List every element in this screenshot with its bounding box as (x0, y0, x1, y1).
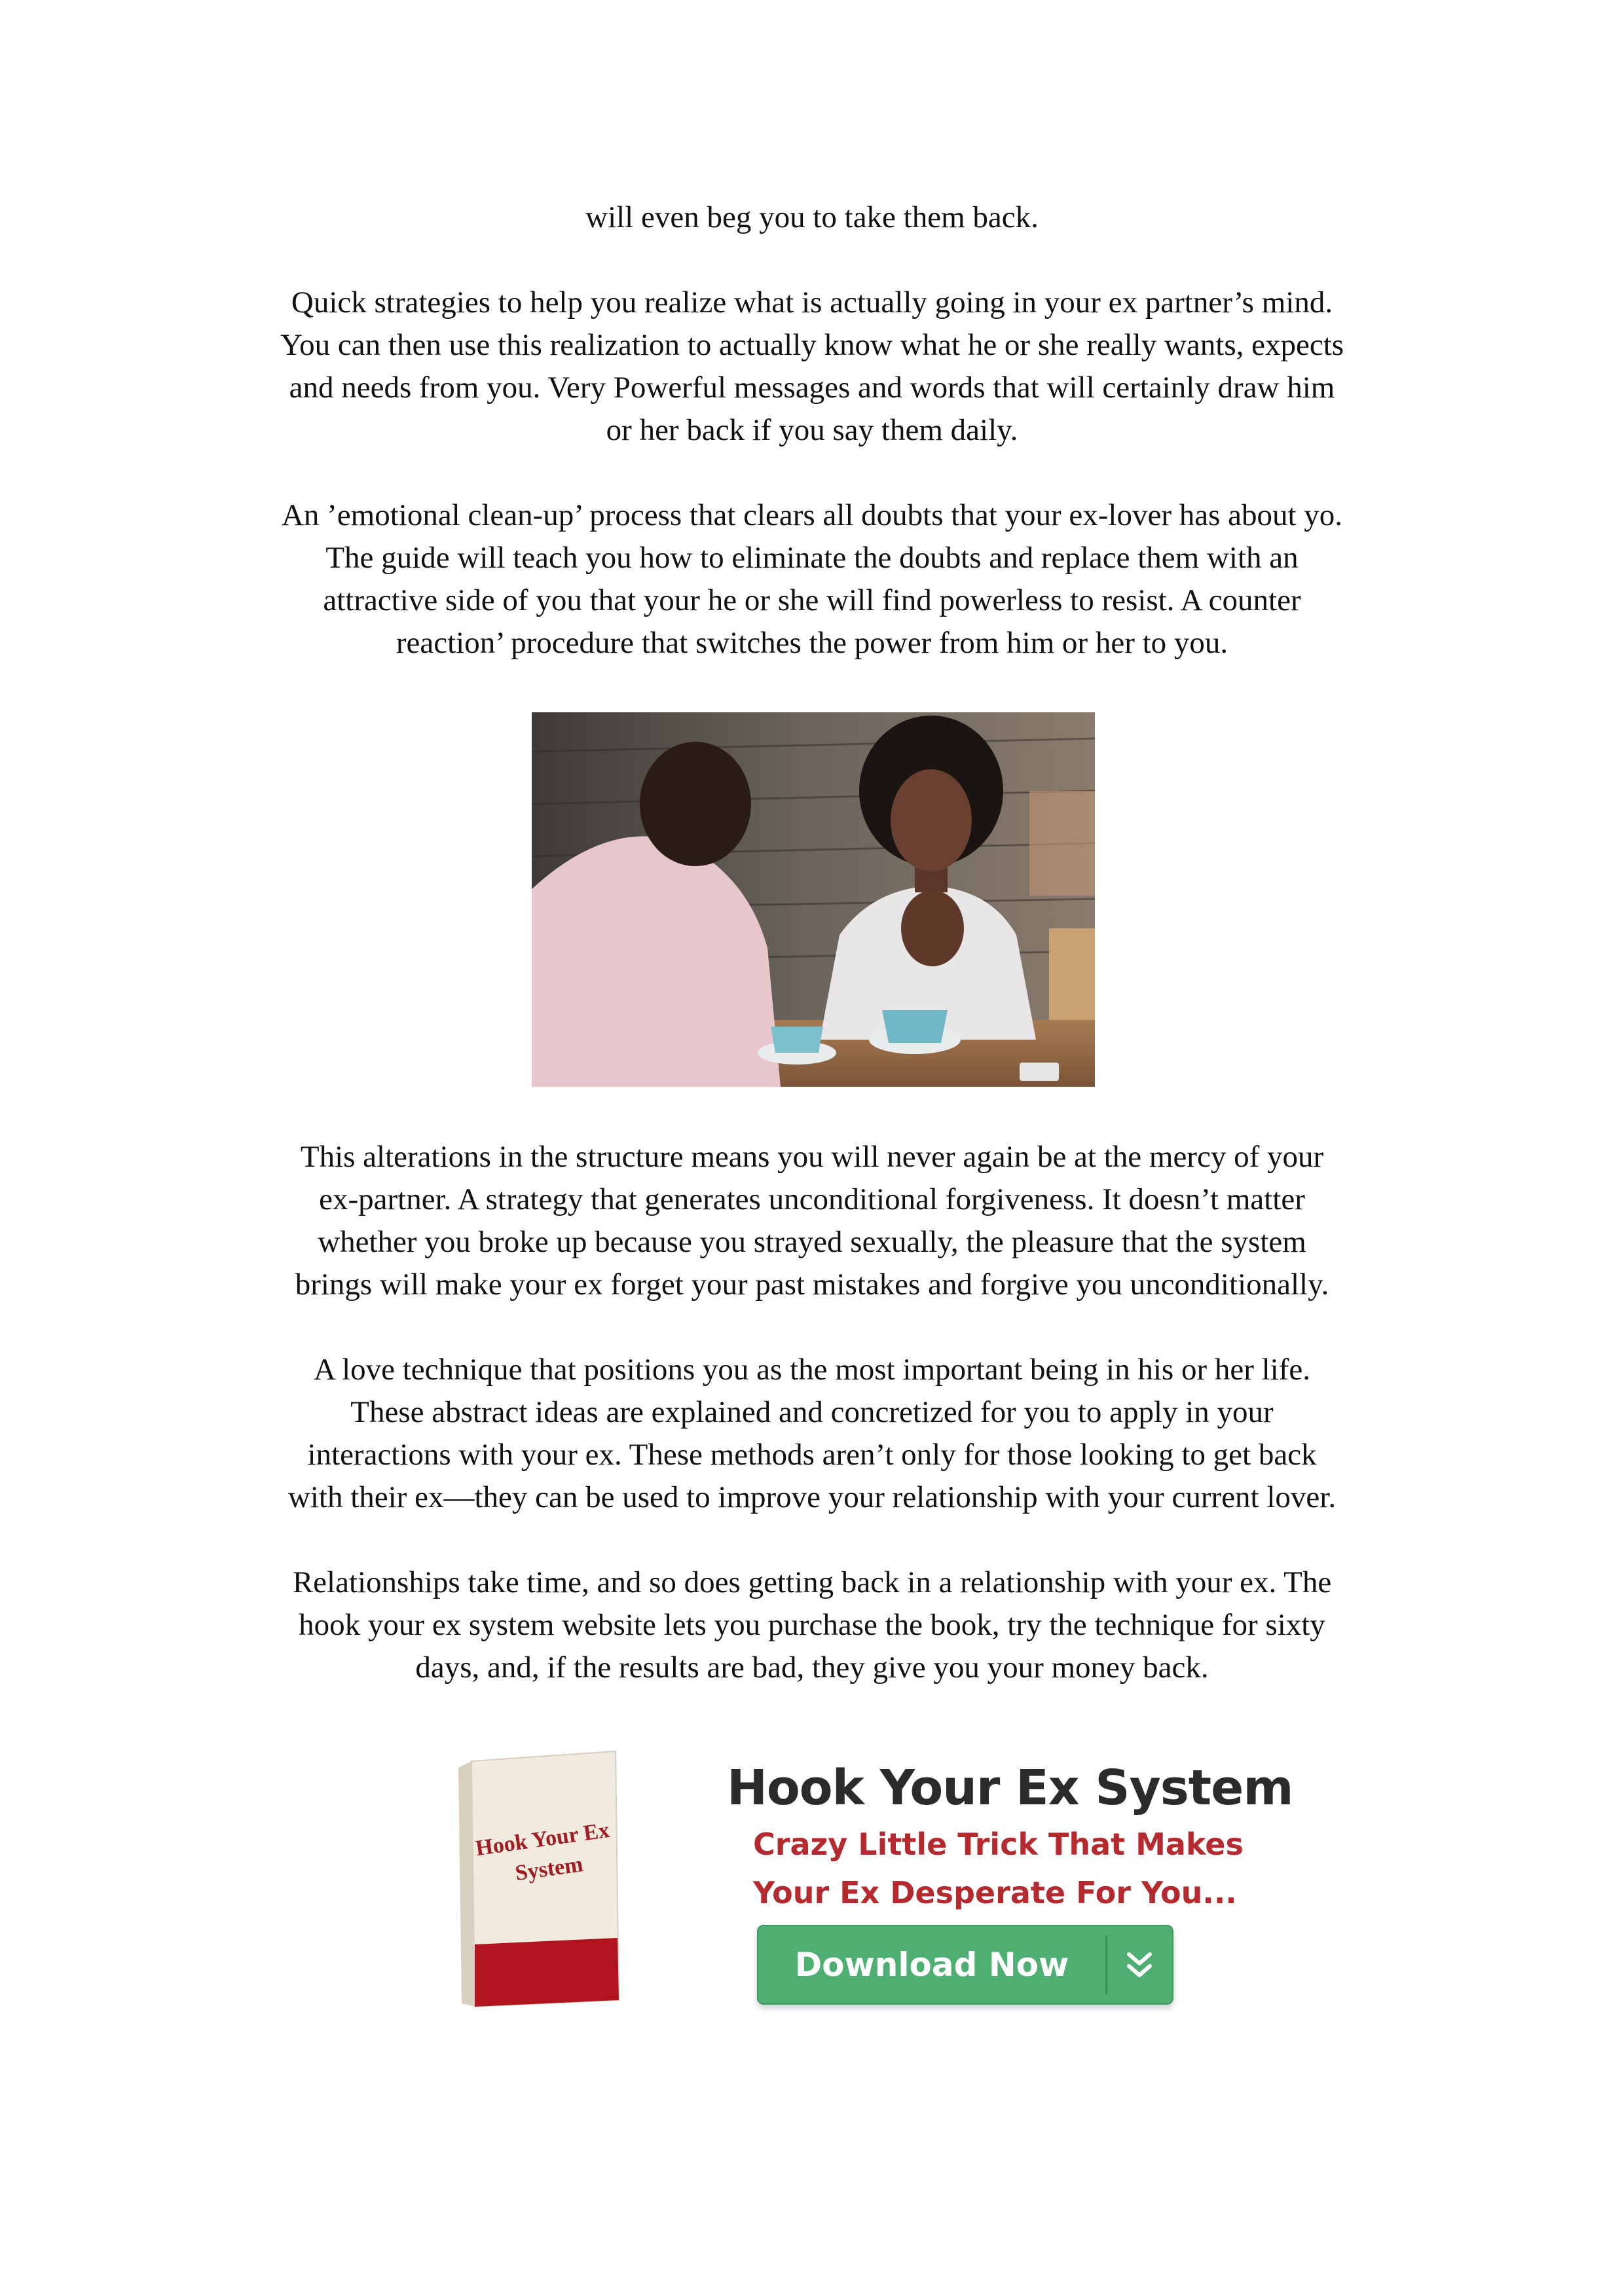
text-line: will even beg you to take them back. (585, 200, 1039, 234)
button-divider (1105, 1935, 1107, 1994)
text-line: and needs from you. Very Powerful messages and words that will certainly draw him (289, 371, 1335, 405)
text-line: An ’emotional clean-up’ process that clears all doubts that your ex-lover has about yo. (281, 498, 1343, 532)
couple-photo-illustration (532, 712, 1095, 1087)
couple-photo (532, 712, 1095, 1087)
promo-subtitle (753, 1820, 1244, 1917)
text-line: brings will make your ex forget your past mistakes and forgive you unconditionally. (295, 1267, 1329, 1302)
text-line: attractive side of you that your he or she will find powerless to resist. A counter (323, 583, 1301, 617)
download-now-label: Download Now (794, 1946, 1069, 1984)
promo-banner[interactable] (445, 1735, 1293, 2030)
paragraph-1 (236, 196, 1388, 239)
text-line: days, and, if the results are bad, they give you your money back. (415, 1650, 1209, 1685)
text-line: These abstract ideas are explained and concretized for you to apply in your (350, 1395, 1274, 1429)
book-title-line1: Hook Your Ex (473, 1817, 612, 1861)
text-line: whether you broke up because you strayed sexually, the pleasure that the system (318, 1225, 1306, 1259)
text-line: reaction’ procedure that switches the power from him or her to you. (396, 626, 1228, 660)
promo-title: Hook Your Ex System (727, 1760, 1293, 1816)
paragraph-5 (236, 1349, 1388, 1519)
text-line: The guide will teach you how to eliminate the doubts and replace them with an (325, 541, 1299, 575)
text-line: Relationships take time, and so does getting back in a relationship with your ex. The (292, 1565, 1332, 1599)
text-line: A love technique that positions you as the most important being in his or her life. (313, 1353, 1311, 1387)
paragraph-2 (236, 282, 1388, 452)
double-chevron-down-icon (1120, 1945, 1159, 1984)
book-cover-image (452, 1748, 629, 2010)
paragraph-4 (236, 1136, 1388, 1306)
download-now-button[interactable] (757, 1925, 1173, 2005)
text-line: You can then use this realization to actually know what he or she really wants, expects (280, 328, 1344, 362)
promo-subtitle-line1: Crazy Little Trick That Makes (753, 1827, 1244, 1862)
text-line: ex-partner. A strategy that generates unconditional forgiveness. It doesn’t matter (319, 1182, 1305, 1216)
text-line: or her back if you say them daily. (606, 413, 1018, 447)
promo-subtitle-line2: Your Ex Desperate For You... (753, 1875, 1237, 1910)
book-title-line2: System (513, 1852, 585, 1886)
text-line: hook your ex system website lets you purchase the book, try the technique for sixty (299, 1608, 1325, 1642)
text-line: with their ex—they can be used to improve your relationship with your current lover. (287, 1480, 1337, 1514)
text-line: This alterations in the structure means you will never again be at the mercy of your (300, 1140, 1324, 1174)
text-line: Quick strategies to help you realize what is actually going in your ex partner’s mind. (291, 285, 1333, 319)
paragraph-3 (236, 494, 1388, 665)
text-line: interactions with your ex. These methods aren’t only for those looking to get back (307, 1438, 1317, 1472)
paragraph-6 (236, 1561, 1388, 1689)
